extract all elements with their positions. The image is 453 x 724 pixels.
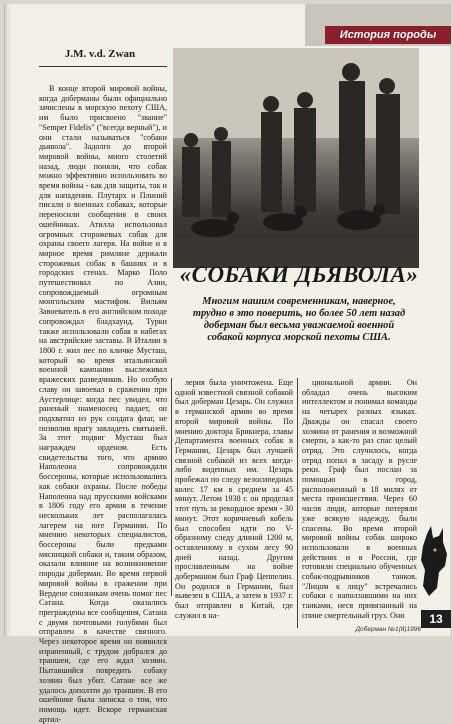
- article-column-3: циональной армии. Он обладал очень высоким интеллектом и понимал команды на четырех разных языках. Дважды он спасал своего хозяина от ранения и возможной смерти, а как-то раз спас целый отряд. Это случилось, когда отряд попал в засаду в русле реки. Граф был послан за помощью в город, расположенный в 18 милях от места происшествия. Через 60 часов люди, которые потеряли уже всякую надежду, были спасены. Во время второй мировой войны собак широко использовали в военных действиях и в России, где готовили специально обученных собак-подрывников танков. "Лицом к лицу" встречались собаки с наползавшими на них танками, неся привязанный на спине смертельный груз. Они: [302, 378, 417, 620]
- author-rule: [39, 66, 167, 67]
- article-lead: Многим нашим современникам, наверное, трудно в это поверить, но более 50 лет назад доберман был весьма уважаемой военной собакой корпуса морской пехоты США.: [192, 296, 406, 343]
- column-divider-1: [171, 378, 172, 596]
- article-column-2: лерия была уничтожена. Еще одной известной связной собакой был доберман Цезарь. Он служил в германской армии во время второй мировой войны. По мнению доктора Брикнера, главы Департамента военных собак в Германии, Цезарь был лучшей связной собакой из всех когда-либо виденных им. Цезарь пробежал по следу велосипедных колес 17 км в среднем за 45 минут. Летом 1938 г. он проделал этот путь за рекордное время - 30 минут. Этот коричневый кобель был способен идти по V-образному следу длиной 1200 м, оставленному в сухом лесу 90 дней назад. Другим прославленным на войне доберманом был Граф Цеппелин. Он родился в Германии, был вывезен в США, а затем в 1937 г. был отправлен в Китай, где служил в на-: [175, 378, 293, 620]
- issue-footer: Доберман №1(8)1996: [355, 626, 421, 633]
- doberman-head-icon: [417, 526, 451, 606]
- section-label: История породы: [325, 26, 451, 44]
- article-column-1: В конце второй мировой войны, когда доберманы были официально зачислены в морскую пехоту США, им было присвоено "звание" "Semper Fidelis" ("всегда верный"), и они стали называться "собаки дьявола". Задолго до второй мировой войны, много столетий назад, люди поняли, что собак можно эффективно использовать во время войны - как для защиты, так и для нападения. Плутарх и Плиний писали о военных собаках, которые переносили сообщения в своих ошейниках. Атилла использовал огромных сторожевых собак для охраны своего лагеря. На войне и в мирное время римляне держали сторожевых собак в башнях и в городских стенах. Марко Поло путешествовал по Азии, сопровождаемый огромным монгольским мастифом. Вильям Завоеватель в его английском походе сопровождал бладхаунд. Турки также использовали собак в набегах на австрийские заставы. В Италии в 1800 г. жил пес по кличке Мусташ, который во время итальянской военной кампании выслеживал вражеских разведчиков. Но особую славу он завоевал в сражении при Аустерлице: когда пес увидел, что раненый знаменосец падает, он подхватил из рук солдата флаг, не позволив врагу завладеть святыней. За этот подвиг Мусташ был награжден орденом. Есть свидетельства того, что армию Наполеона сопровождали боссероны, которые использовались как собаки охраны. После победы Наполеона над прусскими войсками в 1806 году его армия в течение нескольких лет располагалась лагерем на юге Германии. По мнению некоторых специалистов, боссероны были предками мясницкой собаки и, таким образом, оказали влияние на возникновение породы доберман. Во время первой мировой войны в сражении при Вердене союзникам очень помог пес Сатана. Когда оказались преграждены все сообщения, Сатана с двумя почтовыми голубями был отправлен в качестве связного. Через некоторое время он появился израненный, с трудом добрался до траншеи, где его ждал хозяин. Пытавшийся повредить собаку хозяин был убит. Сатане все же удалось доползти до траншеи. В его ошейнике была записка о том, что помощь идет. Вскоре германская артил-: [39, 84, 167, 724]
- marines-with-dogs-photo: [173, 48, 419, 268]
- page-number: 13: [421, 610, 451, 628]
- magazine-page: [4, 4, 450, 724]
- column-divider-2: [297, 378, 298, 628]
- article-author: J.M. v.d. Zwan: [64, 48, 136, 60]
- article-title: «СОБАКИ ДЬЯВОЛА»: [179, 262, 419, 287]
